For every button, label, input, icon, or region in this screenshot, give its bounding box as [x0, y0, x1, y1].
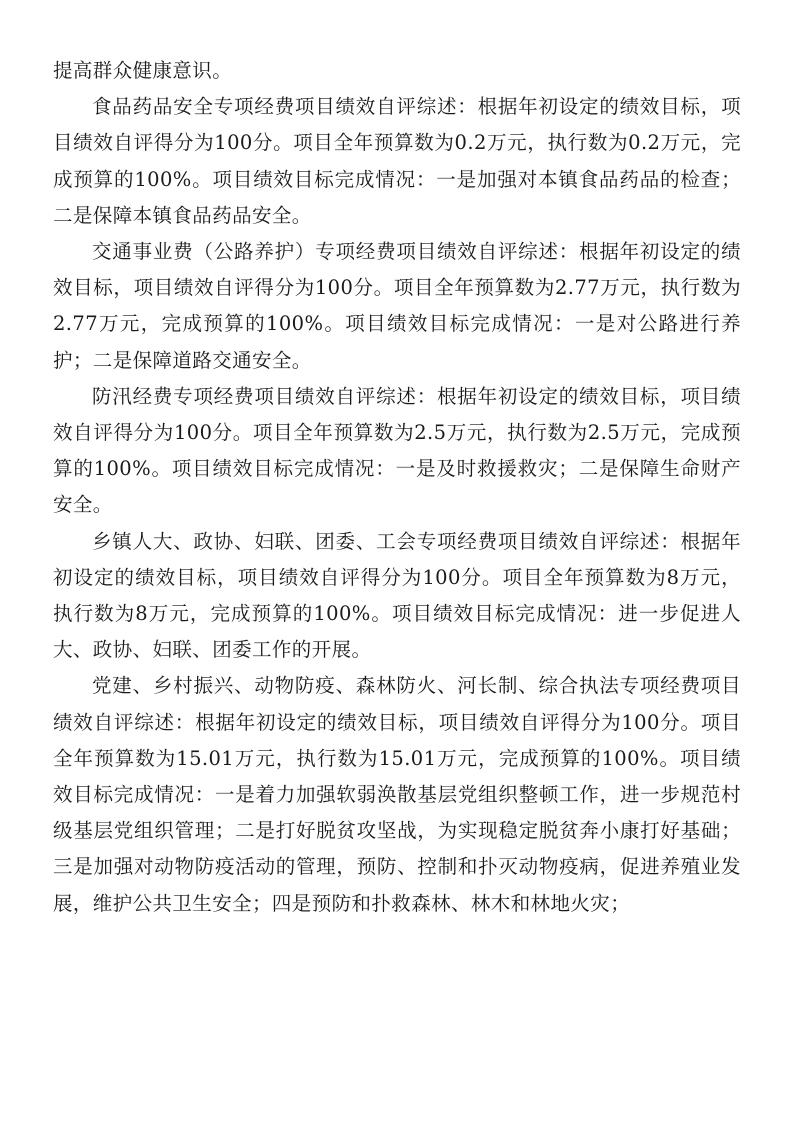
- paragraph-township-organizations: 乡镇人大、政协、妇联、团委、工会专项经费项目绩效自评综述：根据年初设定的绩效目标，项目绩效自评得分为100分。项目全年预算数为8万元，执行数为8万元，完成预算的100%。项目绩效目标完成情况：进一步促进人大、政协、妇联、团委工作的开展。: [53, 529, 741, 662]
- paragraph-party-building: 党建、乡村振兴、动物防疫、森林防火、河长制、综合执法专项经费项目绩效自评综述：根据年初设定的绩效目标，项目绩效自评得分为100分。项目全年预算数为15.01万元，执行数为15.01万元，完成预算的100%。项目绩效目标完成情况：一是着力加强软弱涣散基层党组织整顿工作，进一步规范村级基层党组织管理；二是打好脱贫攻坚战，为实现稳定脱贫奔小康打好基础；三是加强对动物防疫活动的管理，预防、控制和扑灭动物疫病，促进养殖业发展，维护公共卫生安全；四是预防和扑救森林、林木和林地火灾；: [53, 674, 741, 915]
- document-body: [53, 53, 741, 922]
- paragraph-food-drug-safety: 食品药品安全专项经费项目绩效自评综述：根据年初设定的绩效目标，项目绩效自评得分为100分。项目全年预算数为0.2万元，执行数为0.2万元，完成预算的100%。项目绩效目标完成情况：一是加强对本镇食品药品的检查；二是保障本镇食品药品安全。: [53, 95, 741, 227]
- paragraph-flood-control: 防汛经费专项经费项目绩效自评综述：根据年初设定的绩效目标，项目绩效自评得分为100分。项目全年预算数为2.5万元，执行数为2.5万元，完成预算的100%。项目绩效目标完成情况：一是及时救援救灾；二是保障生命财产安全。: [53, 384, 741, 517]
- paragraph-health-awareness: 提高群众健康意识。: [53, 59, 233, 82]
- paragraph-road-maintenance: 交通事业费（公路养护）专项经费项目绩效自评综述：根据年初设定的绩效目标，项目绩效自评得分为100分。项目全年预算数为2.77万元，执行数为2.77万元，完成预算的100%。项目绩效目标完成情况：一是对公路进行养护；二是保障道路交通安全。: [53, 240, 741, 372]
